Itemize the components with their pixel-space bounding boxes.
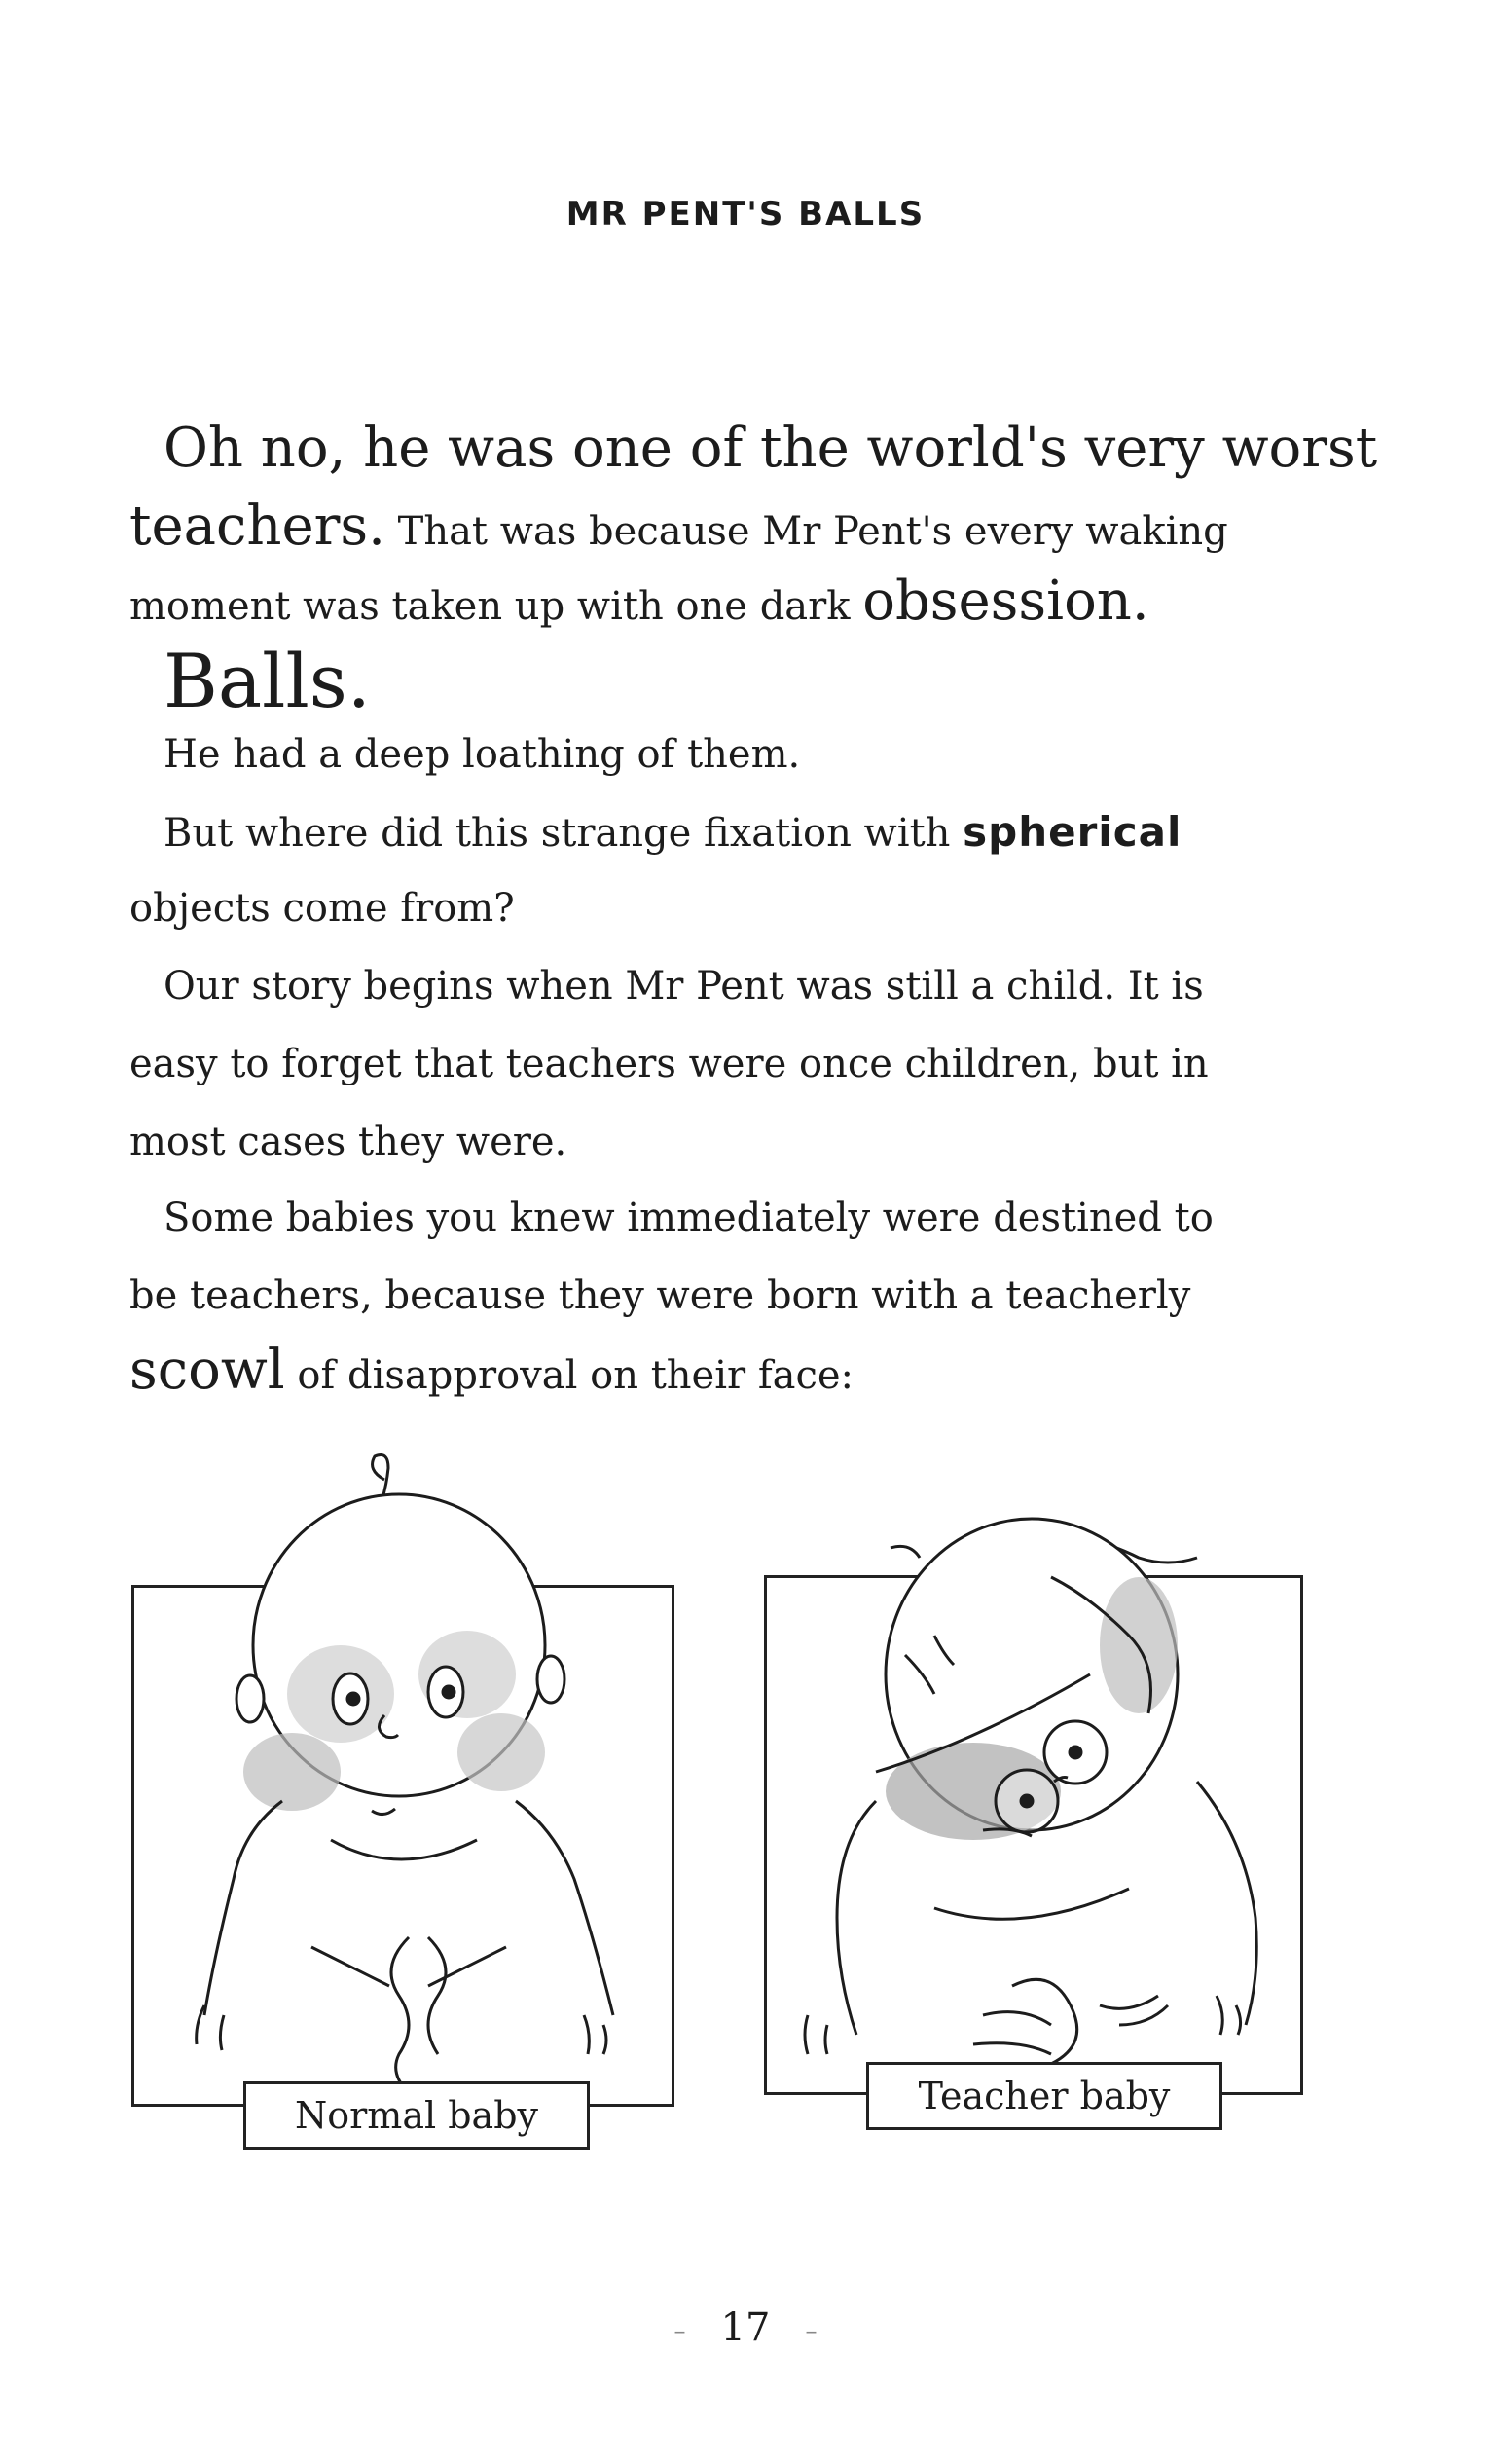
paragraph-2: He had a deep loathing of them. [164,732,801,777]
paragraph-4-line-2: easy to forget that teachers were once children, but in [129,1042,1209,1086]
paragraph-5-line-1: Some babies you knew immediately were destined to [164,1195,1214,1240]
teacher-baby-illustration [805,1519,1256,2064]
dash-right-icon: – [805,2317,818,2344]
emphasis-obsession: obsession. [862,570,1149,633]
paragraph-5-line-3-rest: of disapproval on their face: [297,1353,855,1398]
paragraph-1-line-3-start: moment was taken up with one dark [129,584,851,629]
paragraph-3-line-1-start: But where did this strange fixation with [164,811,951,856]
emphasis-balls: Balls. [164,638,371,724]
paragraph-1-line-2-rest: That was because Mr Pent's every waking [397,509,1228,554]
paragraph-1-line-1: Oh no, he was one of the world's very worst [164,417,1378,480]
paragraph-3-line-2: objects come from? [129,886,515,931]
normal-baby-illustration [197,1455,613,2094]
page-number-value: 17 [720,2305,771,2350]
dash-left-icon: – [673,2317,686,2344]
emphasis-teachers: teachers. [129,495,385,558]
teacher-baby-caption: Teacher baby [866,2062,1222,2130]
page-number [0,2305,1491,2350]
paragraph-5-line-2: be teachers, because they were born with a teacherly [129,1273,1191,1318]
paragraph-4-line-3: most cases they were. [129,1120,567,1164]
running-header: MR PENT'S BALLS [565,195,926,234]
normal-baby-caption: Normal baby [243,2081,590,2150]
emphasis-spherical: spherical [963,808,1182,856]
paragraph-4-line-1: Our story begins when Mr Pent was still a child. It is [164,964,1204,1009]
emphasis-scowl: scowl [129,1339,285,1402]
